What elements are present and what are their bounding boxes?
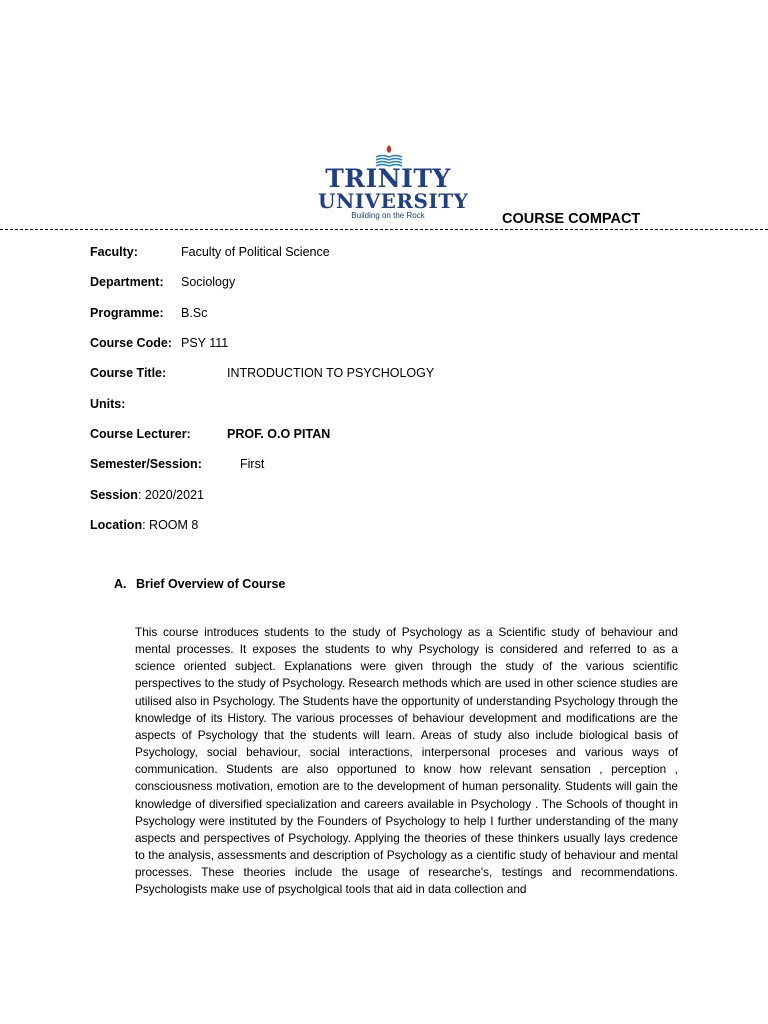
semester-session-row [90, 456, 265, 472]
course-title-value: INTRODUCTION TO PSYCHOLOGY [227, 366, 435, 380]
section-a-heading [114, 577, 285, 591]
logo-name-line1: TRINITY [325, 164, 451, 193]
department-label: Department: [90, 275, 164, 289]
document-title: COURSE COMPACT [502, 211, 641, 227]
course-code-label: Course Code: [90, 336, 172, 350]
course-code-value: PSY 111 [181, 336, 229, 350]
session-value: : 2020/2021 [137, 488, 204, 502]
location-row [90, 517, 198, 533]
course-lecturer-row [90, 426, 331, 442]
semester-session-value: First [240, 457, 265, 471]
section-a-title: Brief Overview of Course [136, 577, 286, 591]
session-label: Session [90, 488, 138, 502]
course-title-row [90, 365, 435, 381]
location-value: : ROOM 8 [142, 518, 199, 532]
programme-value: B.Sc [181, 306, 208, 320]
units-row [90, 396, 125, 412]
course-lecturer-value: PROF. O.O PITAN [227, 427, 331, 441]
section-a-letter: A. [114, 577, 127, 591]
course-lecturer-label: Course Lecturer: [90, 427, 191, 441]
programme-row [90, 305, 208, 321]
logo-tagline: Building on the Rock [351, 211, 425, 220]
programme-label: Programme: [90, 306, 164, 320]
department-row [90, 274, 236, 290]
faculty-label: Faculty: [90, 245, 138, 259]
course-overview-paragraph: This course introduces students to the study of Psychology as a Scientific study of behaviour and mental processes. It exposes the students to why Psychology is considered and referred to as a science oriented subject. Explanations were given through the study of the various scientific perspectives to the study of Psychology. Research methods which are used in other science studies are utilised also in Psychology. The Students have the opportunity of understanding Psychology through the knowledge of its History. The various processes of behaviour development and modifications are the aspects of Psychology that the students will learn. Areas of study also include biological basis of Psychology, social behaviour, social interactions, interpersonal proceses and various ways of communication. Students are also opportuned to know how relevant sensation , perception , consciousness motivation, emotion are to the development of human personality. Students will gain the knowledge of diversified specialization and careers available in Psychology . The Schools of thought in Psychology were instituted by the Founders of Psychology to help I further understanding of the many aspects and perspectives of Psychology. Applying the theories of these thinkers usually lays credence to the analysis, assessments and description of Psychology as a cientific study of behaviour and mental processes. These theories include the usage of researche's, testings and recommendations. Psychologists make use of psycholgical tools that aid in data collection and [135, 625, 678, 897]
faculty-row [90, 244, 330, 260]
logo-name-line2: UNIVERSITY [318, 189, 469, 213]
faculty-value: Faculty of Political Science [181, 245, 330, 259]
course-title-label: Course Title: [90, 366, 167, 380]
semester-session-label: Semester/Session: [90, 457, 202, 471]
units-label: Units: [90, 397, 126, 411]
session-row [90, 487, 204, 503]
location-label: Location [90, 518, 143, 532]
university-logo [318, 144, 469, 224]
department-value: Sociology [181, 275, 236, 289]
course-code-row [90, 335, 229, 351]
dashed-divider [0, 229, 768, 230]
